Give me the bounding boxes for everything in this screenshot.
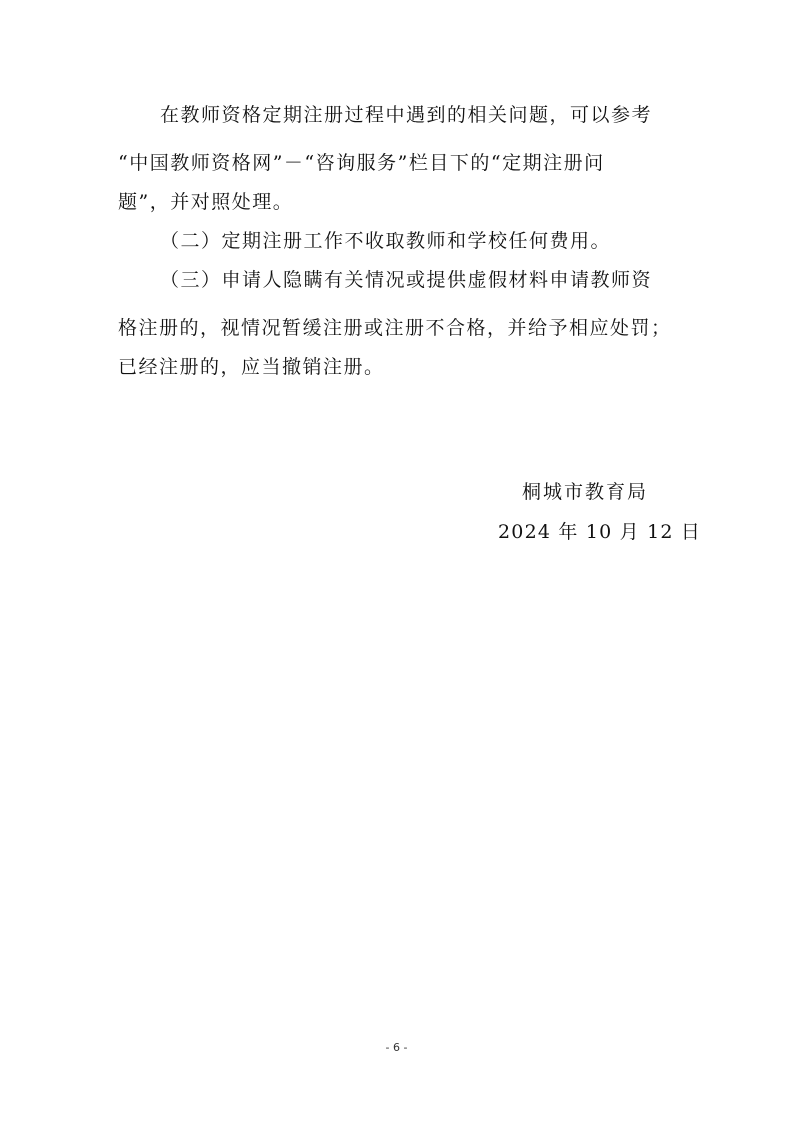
paragraph-1-line-2: “中国教师资格网”－“咨询服务”栏目下的“定期注册问 xyxy=(118,152,605,174)
signature-organization: 桐城市教育局 xyxy=(522,481,649,503)
paragraph-2-line-1: （二）定期注册工作不收取教师和学校任何费用。 xyxy=(160,230,612,252)
paragraph-1-line-1: 在教师资格定期注册过程中遇到的相关问题，可以参考 xyxy=(160,104,653,126)
paragraph-3-line-2: 格注册的，视情况暂缓注册或注册不合格，并给予相应处罚； xyxy=(118,317,672,339)
paragraph-1-line-3: 题”，并对照处理。 xyxy=(118,191,294,213)
paragraph-3-line-3: 已经注册的，应当撤销注册。 xyxy=(118,356,385,378)
signature-date: 2024 年 10 月 12 日 xyxy=(498,521,702,543)
page-number: - 6 - xyxy=(385,1041,408,1054)
paragraph-3-line-1: （三）申请人隐瞒有关情况或提供虚假材料申请教师资 xyxy=(160,269,653,291)
